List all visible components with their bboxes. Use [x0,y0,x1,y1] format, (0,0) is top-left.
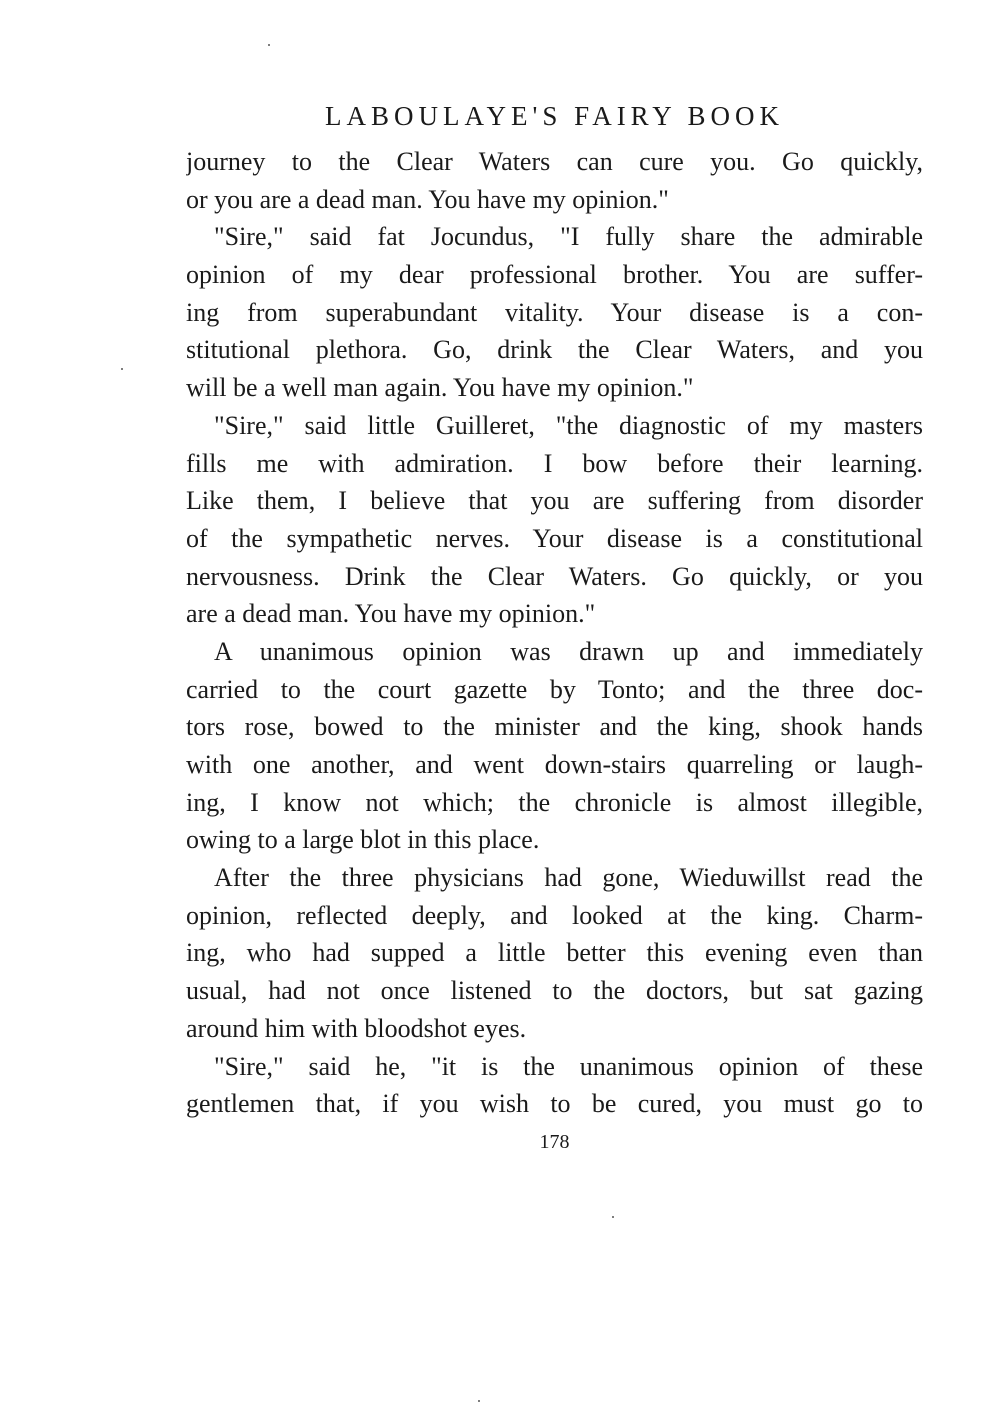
text-line: ing, I know not which; the chronicle is almost illegible, [186,787,923,817]
text-line: around him with bloodshot eyes. [186,1013,527,1043]
page-number: 178 [539,1131,570,1153]
text-line: A unanimous opinion was drawn up and immediately [214,636,923,666]
scan-speck [268,44,270,46]
text-line: "Sire," said he, "it is the unanimous opinion of these [214,1051,923,1081]
text-line: tors rose, bowed to the minister and the king, shook hands [186,712,923,742]
running-head: LABOULAYE'S FAIRY BOOK [325,101,784,131]
text-line: fills me with admiration. I bow before their learning. [186,448,923,478]
text-line: of the sympathetic nerves. Your disease is a constitutional [186,523,923,553]
text-line: opinion, reflected deeply, and looked at the king. Charm- [186,900,923,930]
text-line: are a dead man. You have my opinion." [186,599,596,629]
text-line: nervousness. Drink the Clear Waters. Go quickly, or you [186,561,923,591]
text-line: carried to the court gazette by Tonto; and the three doc- [186,674,923,704]
text-line: owing to a large blot in this place. [186,825,540,855]
text-line: usual, had not once listened to the doctors, but sat gazing [186,976,923,1006]
scan-speck [121,368,123,370]
text-line: Like them, I believe that you are suffering from disorder [186,486,923,516]
body-text [186,143,923,1123]
scan-speck [478,1400,480,1402]
text-line: opinion of my dear professional brother. You are suffer- [186,260,923,290]
text-line: ing, who had supped a little better this evening even than [186,938,923,968]
scan-speck [612,1216,614,1218]
text-line: gentlemen that, if you wish to be cured, you must go to [186,1089,923,1119]
text-line: will be a well man again. You have my opinion." [186,373,694,403]
text-line: or you are a dead man. You have my opinion." [186,184,669,214]
text-line: "Sire," said little Guilleret, "the diagnostic of my masters [214,410,923,440]
text-line: ing from superabundant vitality. Your disease is a con- [186,297,923,327]
text-line: journey to the Clear Waters can cure you. Go quickly, [186,147,923,176]
text-line: stitutional plethora. Go, drink the Clear Waters, and you [186,335,923,365]
text-line: "Sire," said fat Jocundus, "I fully share the admirable [214,222,923,252]
text-line: with one another, and went down-stairs quarreling or laugh- [186,750,923,779]
text-line: After the three physicians had gone, Wieduwillst read the [214,863,923,893]
